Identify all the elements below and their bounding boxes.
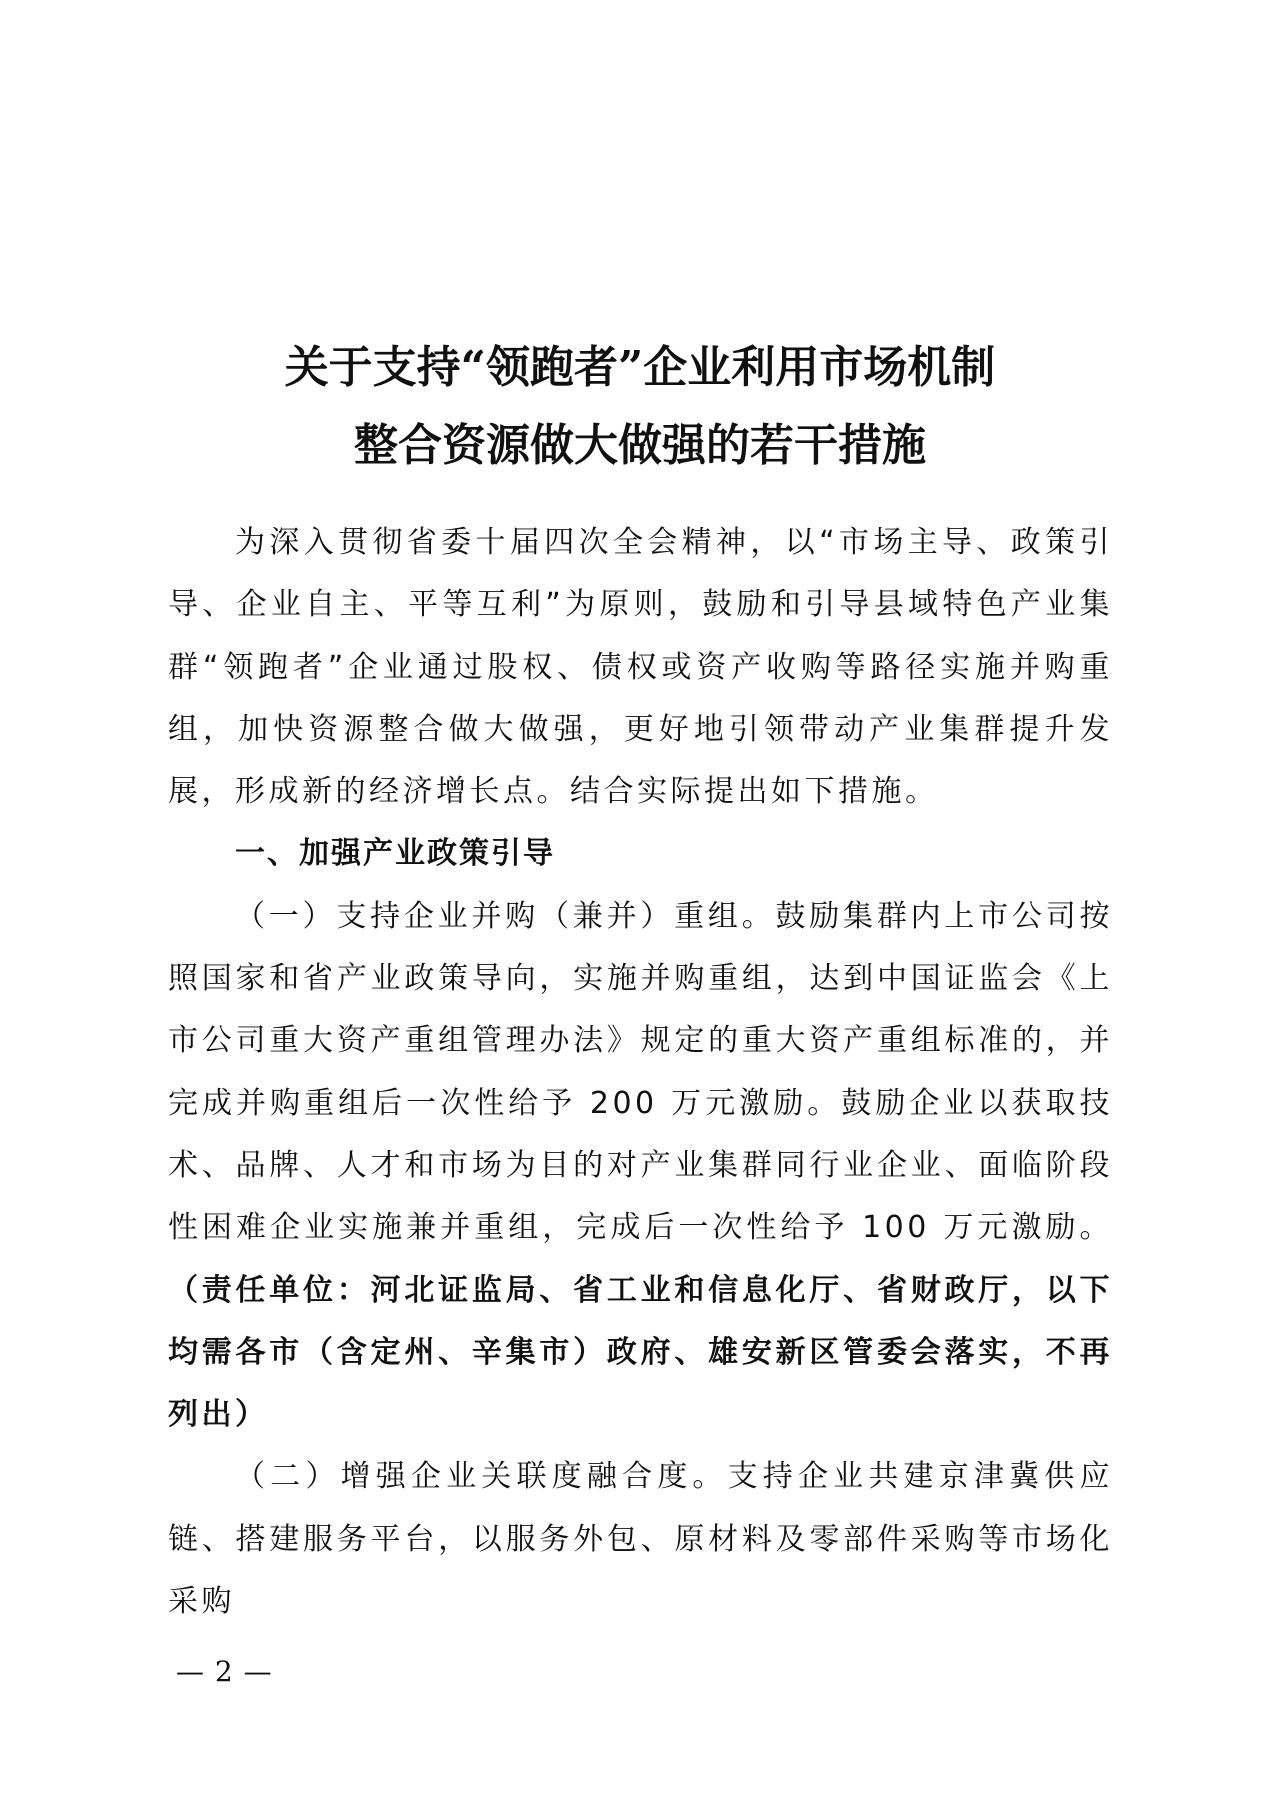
page-number: — 2 — [176, 1655, 273, 1688]
document-title-line-2: 整合资源做大做强的若干措施 [354, 420, 926, 471]
intro-paragraph: 为深入贯彻省委十届四次全会精神，以“市场主导、政策引导、企业自主、平等互利”为原则，鼓励和引导县域特色产业集群“领跑者”企业通过股权、债权或资产收购等路径实施并购重组，加快资源整合做大做强，更好地引领带动产业集群提升发展，形成新的经济增长点。结合实际提出如下措施。 [168, 525, 1113, 810]
document-body [168, 512, 1113, 1633]
item-1-text: （一）支持企业并购（兼并）重组。鼓励集群内上市公司按照国家和省产业政策导向，实施并购重组，达到中国证监会《上市公司重大资产重组管理办法》规定的重大资产重组标准的，并完成并购重组后一次性给予 200 万元激励。鼓励企业以获取技术、品牌、人才和市场为目的对产业集群同行业企业、面临阶段性困难企业实施兼并重组，完成后一次性给予 100 万元激励。 [168, 898, 1113, 1246]
item-1-paragraph [168, 886, 1113, 1447]
item-2-paragraph: （二）增强企业关联度融合度。支持企业共建京津冀供应链、搭建服务平台，以服务外包、原材料及零部件采购等市场化采购 [168, 1459, 1113, 1620]
item-1-responsibility: （责任单位：河北证监局、省工业和信息化厅、省财政厅，以下均需各市（含定州、辛集市）政府、雄安新区管委会落实，不再列出） [168, 1272, 1113, 1433]
document-title-line-1: 关于支持“领跑者”企业利用市场机制 [284, 342, 996, 393]
section-heading-1: 一、加强产业政策引导 [235, 836, 555, 872]
